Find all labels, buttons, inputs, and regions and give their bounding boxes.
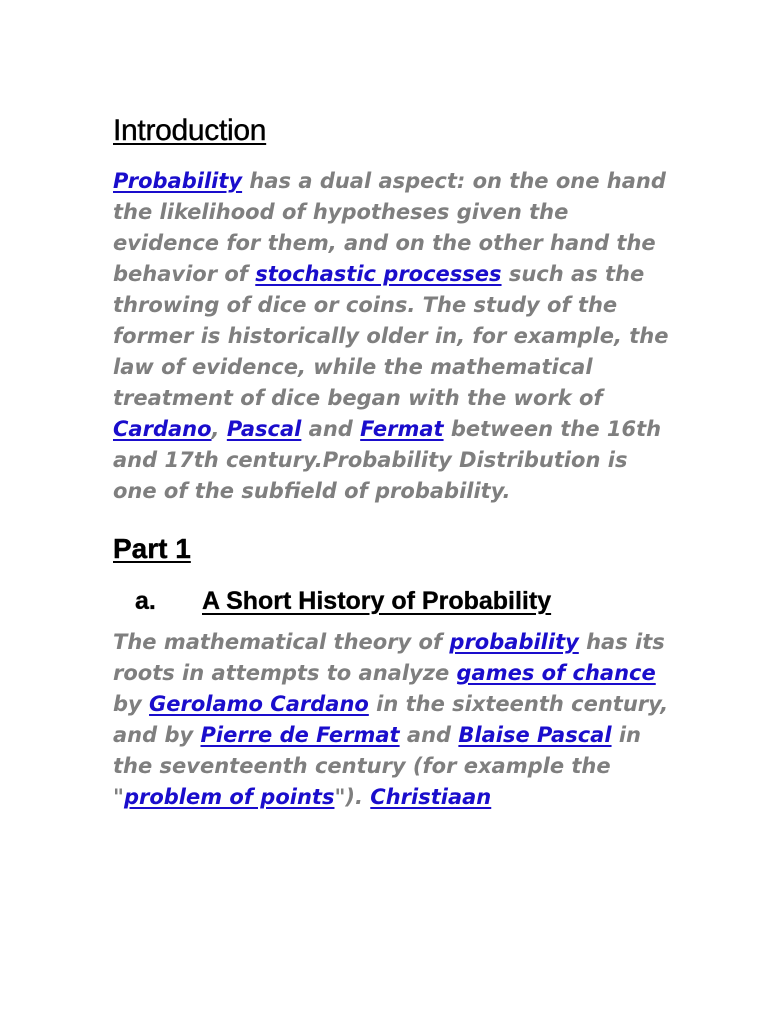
document-page	[113, 108, 673, 813]
link-games-of-chance[interactable]: games of chance	[456, 661, 656, 685]
history-paragraph	[113, 627, 673, 813]
link-probability[interactable]: Probability	[113, 169, 243, 193]
link-pierre-de-fermat[interactable]: Pierre de Fermat	[200, 723, 400, 747]
intro-paragraph	[113, 166, 673, 507]
text-run: and	[399, 723, 459, 747]
text-run: between the 16th and 17th century.Probability Distribution is one of the subfield of probability.	[113, 417, 662, 503]
text-run: in the sixteenth century, and by	[113, 692, 669, 747]
text-run: ,	[211, 417, 227, 441]
link-fermat[interactable]: Fermat	[360, 417, 444, 441]
link-problem-of-points[interactable]: problem of points	[123, 785, 335, 809]
link-pascal[interactable]: Pascal	[226, 417, 302, 441]
subheading-number: a.	[135, 587, 156, 615]
link-blaise-pascal[interactable]: Blaise Pascal	[458, 723, 612, 747]
text-run: and	[301, 417, 361, 441]
subheading-title: A Short History of Probability	[202, 587, 552, 615]
text-run: has a dual aspect: on the one hand the likelihood of hypotheses given the evidence for them, and on the other hand the behavior of	[113, 169, 666, 286]
text-run: The mathematical theory of	[113, 630, 450, 654]
text-run: by	[113, 692, 150, 716]
heading-part-1: Part 1	[113, 533, 191, 564]
heading-introduction: Introduction	[113, 114, 267, 147]
text-run: such as the throwing of dice or coins. The study of the former is historically older in, for example, the law of evidence, while the mathematical treatment of dice began with the work of	[113, 262, 669, 410]
link-gerolamo-cardano[interactable]: Gerolamo Cardano	[149, 692, 369, 716]
text-run: has its roots in attempts to analyze	[113, 630, 665, 685]
link-cardano[interactable]: Cardano	[113, 417, 212, 441]
text-run: in the seventeenth century (for example the "	[113, 723, 642, 809]
link-christiaan[interactable]: Christiaan	[370, 785, 492, 809]
subheading-history	[135, 581, 673, 621]
link-probability[interactable]: probability	[449, 630, 579, 654]
link-stochastic-processes[interactable]: stochastic processes	[255, 262, 502, 286]
text-run: ").	[334, 785, 371, 809]
